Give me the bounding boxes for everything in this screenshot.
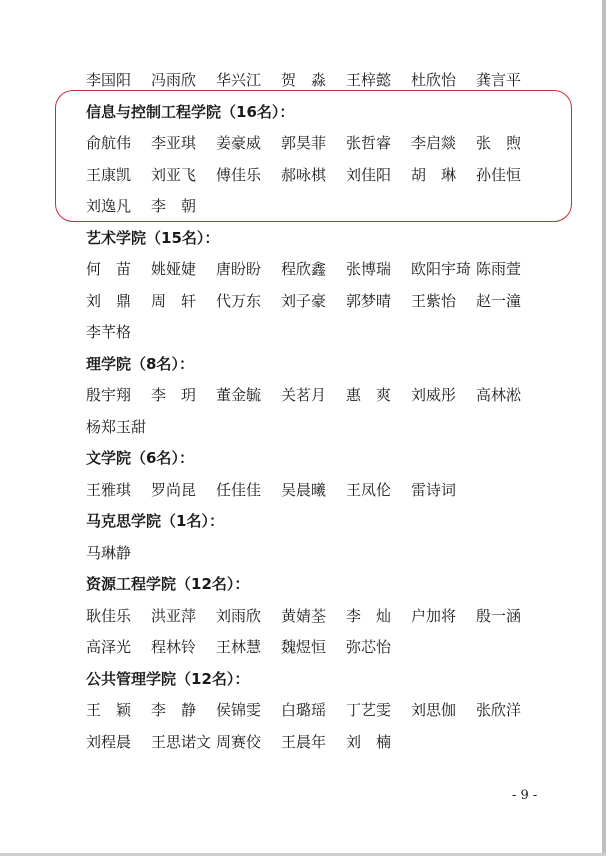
student-name: 王雅琪 xyxy=(86,480,132,499)
student-name: 雷诗词 xyxy=(411,480,457,499)
student-name: 王思诺文 xyxy=(151,732,212,751)
student-name: 程欣鑫 xyxy=(281,260,327,278)
student-name: 李国阳 xyxy=(86,71,132,89)
student-name: 郭梦晴 xyxy=(346,291,392,310)
student-name: 欧阳宇琦 xyxy=(411,260,472,278)
student-name: 郝咏棋 xyxy=(281,165,327,184)
student-name: 李 朝 xyxy=(151,197,197,215)
student-name: 王林慧 xyxy=(216,638,262,656)
college-heading: 马克思学院（1名）： xyxy=(86,512,224,530)
student-name: 王梓懿 xyxy=(346,71,392,89)
student-name: 李亚琪 xyxy=(151,134,197,152)
student-name: 侯锦雯 xyxy=(216,701,262,719)
student-name: 李芊格 xyxy=(86,323,132,341)
student-name: 刘亚飞 xyxy=(151,165,197,184)
student-name: 黄婧荃 xyxy=(281,606,327,625)
student-name: 代万东 xyxy=(216,291,262,310)
student-name: 程林铃 xyxy=(151,638,197,656)
college-heading: 资源工程学院（12名）： xyxy=(86,575,250,593)
student-name: 何 苗 xyxy=(86,260,132,278)
student-name: 孙佳恒 xyxy=(476,165,522,184)
student-name: 华兴江 xyxy=(216,71,262,89)
college-heading: 理学院（8名）： xyxy=(86,354,194,373)
student-name: 丁艺雯 xyxy=(346,701,392,719)
student-name: 弥芯怡 xyxy=(346,638,392,656)
page-edge-shadow xyxy=(602,0,606,856)
student-name: 惠 爽 xyxy=(346,386,392,404)
student-name: 胡 琳 xyxy=(411,165,457,184)
student-name: 刘佳阳 xyxy=(346,165,392,184)
student-name: 王紫怡 xyxy=(411,291,457,310)
student-name: 傅佳乐 xyxy=(216,165,262,184)
student-name: 李启燚 xyxy=(411,134,457,152)
student-name: 贺 淼 xyxy=(281,71,327,89)
college-heading: 信息与控制工程学院（16名）： xyxy=(86,102,295,121)
student-name: 刘子豪 xyxy=(281,291,327,310)
student-name: 刘 楠 xyxy=(346,732,392,751)
student-name: 耿佳乐 xyxy=(86,606,132,625)
student-name: 李 玥 xyxy=(151,386,197,404)
student-name: 杨郑玉甜 xyxy=(86,417,147,436)
student-name: 冯雨欣 xyxy=(151,71,197,89)
student-name: 陈雨萱 xyxy=(476,260,522,278)
college-heading: 文学院（6名）： xyxy=(86,449,194,467)
student-name: 董金毓 xyxy=(216,386,262,404)
college-heading: 艺术学院（15名）： xyxy=(86,228,220,247)
student-name: 刘思伽 xyxy=(411,701,457,719)
student-name: 张博瑞 xyxy=(346,260,392,278)
highlight-annotation-box xyxy=(55,90,572,222)
student-name: 高林淞 xyxy=(476,386,522,404)
student-name: 关茗月 xyxy=(281,386,327,404)
student-name: 任佳佳 xyxy=(216,480,262,499)
student-name: 周 轩 xyxy=(151,291,197,310)
student-name: 郭昊菲 xyxy=(281,134,327,152)
student-name: 张欣洋 xyxy=(476,701,522,719)
student-name: 张哲睿 xyxy=(346,134,392,152)
student-name: 吴晨曦 xyxy=(281,480,327,499)
student-name: 殷宇翔 xyxy=(86,386,132,404)
student-name: 高泽光 xyxy=(86,638,132,656)
student-name: 刘 鼎 xyxy=(86,291,132,310)
student-name: 李 灿 xyxy=(346,606,392,625)
student-name: 张 煦 xyxy=(476,134,522,152)
student-name: 周赛佼 xyxy=(216,732,262,751)
student-name: 刘威彤 xyxy=(411,386,457,404)
student-name: 刘雨欣 xyxy=(216,606,262,625)
student-name: 李 静 xyxy=(151,701,197,719)
student-name: 龚言平 xyxy=(476,71,522,89)
student-name: 唐盼盼 xyxy=(216,260,262,278)
student-name: 俞航伟 xyxy=(86,134,132,152)
student-name: 魏煜恒 xyxy=(281,638,327,656)
student-name: 姚娅婕 xyxy=(151,260,197,278)
student-name: 刘逸凡 xyxy=(86,197,132,215)
student-name: 白璐瑶 xyxy=(281,701,327,719)
student-name: 户加将 xyxy=(411,606,457,625)
student-name: 刘程晨 xyxy=(86,732,132,751)
college-heading: 公共管理学院（12名）： xyxy=(86,669,250,688)
student-name: 罗尚昆 xyxy=(151,480,197,499)
student-name: 洪亚萍 xyxy=(151,606,197,625)
student-name: 王晨年 xyxy=(281,732,327,751)
student-name: 王康凯 xyxy=(86,165,132,184)
student-name: 王 颖 xyxy=(86,701,132,719)
page-number: - 9 - xyxy=(512,788,538,803)
student-name: 赵一潼 xyxy=(476,291,522,310)
student-name: 马琳静 xyxy=(86,543,132,562)
student-name: 姜豪威 xyxy=(216,134,262,152)
student-name: 殷一涵 xyxy=(476,606,522,625)
student-name: 王凤伦 xyxy=(346,480,392,499)
student-name: 杜欣怡 xyxy=(411,71,457,89)
